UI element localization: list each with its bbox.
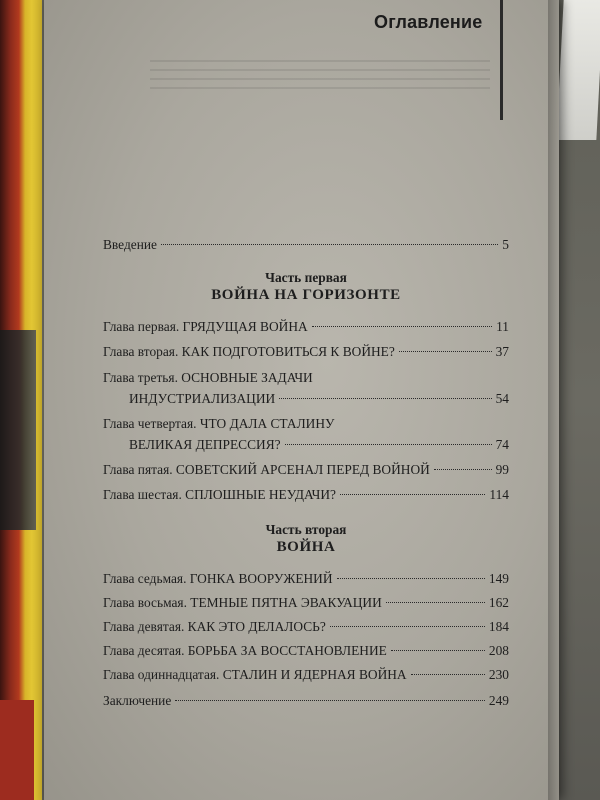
toc-entry-label: Глава четвертая. ЧТО ДАЛА СТАЛИНУ bbox=[103, 416, 335, 431]
toc-page-number: 74 bbox=[495, 437, 509, 452]
toc-entry-label: Глава вторая. КАК ПОДГОТОВИТЬСЯ К ВОЙНЕ? bbox=[103, 344, 395, 359]
toc-entry-ch1 bbox=[103, 318, 509, 335]
dot-leader bbox=[337, 578, 485, 579]
dot-leader bbox=[175, 700, 485, 701]
dot-leader bbox=[330, 626, 485, 627]
part-heading: ВОЙНА НА ГОРИЗОНТЕ bbox=[211, 287, 401, 303]
toc-entry-label: ВЕЛИКАЯ ДЕПРЕССИЯ? bbox=[129, 437, 281, 452]
toc-entry-label: Глава пятая. СОВЕТСКИЙ АРСЕНАЛ ПЕРЕД ВОЙНОЙ bbox=[103, 462, 430, 477]
toc-entry-ch4-line2 bbox=[103, 436, 509, 453]
dot-leader bbox=[399, 351, 492, 352]
toc-entry-label: Глава одиннадцатая. СТАЛИН И ЯДЕРНАЯ ВОЙНА bbox=[103, 667, 407, 682]
dot-leader bbox=[391, 650, 485, 651]
toc-entry-ch3-line2 bbox=[103, 390, 509, 407]
toc-page-number: 37 bbox=[495, 344, 509, 359]
toc-entry-label: Глава девятая. КАК ЭТО ДЕЛАЛОСЬ? bbox=[103, 619, 326, 634]
dot-leader bbox=[161, 244, 498, 245]
toc-entry-label: Заключение bbox=[103, 693, 172, 708]
header-vertical-rule bbox=[500, 0, 503, 120]
toc-entry-label: Глава восьмая. ТЕМНЫЕ ПЯТНА ЭВАКУАЦИИ bbox=[103, 595, 382, 610]
toc-entry-ch5 bbox=[103, 461, 509, 478]
toc-entry-label: Глава десятая. БОРЬБА ЗА ВОССТАНОВЛЕНИЕ bbox=[103, 643, 387, 658]
toc-entry-label: ИНДУСТРИАЛИЗАЦИИ bbox=[129, 391, 276, 406]
toc-entry-intro bbox=[103, 236, 509, 253]
toc-page-number: 249 bbox=[488, 693, 509, 708]
toc-page-number: 184 bbox=[488, 619, 509, 634]
toc-entry-ch4-line1 bbox=[103, 415, 509, 432]
dot-leader bbox=[340, 494, 485, 495]
toc-page-number: 149 bbox=[488, 571, 509, 586]
toc-entry-ch2 bbox=[103, 343, 509, 360]
toc-page-number: 162 bbox=[488, 595, 509, 610]
book-cover-dark-band bbox=[0, 330, 36, 530]
dot-leader bbox=[411, 674, 485, 675]
toc-page-number: 11 bbox=[496, 319, 509, 334]
part-title: Часть первая bbox=[265, 270, 347, 285]
page-shadow bbox=[548, 0, 562, 800]
dot-leader bbox=[279, 398, 491, 399]
toc-entry-ch6 bbox=[103, 486, 509, 503]
background-paper bbox=[556, 0, 600, 140]
book-cover-red-corner bbox=[0, 700, 34, 800]
dot-leader bbox=[386, 602, 485, 603]
toc-entry-ch8 bbox=[103, 594, 509, 611]
dot-leader bbox=[312, 326, 492, 327]
toc-page-number: 230 bbox=[488, 667, 509, 682]
bleed-through-text bbox=[150, 60, 490, 90]
page-header-title: Оглавление bbox=[374, 12, 483, 32]
toc-entry-ch3-line1 bbox=[103, 369, 509, 386]
toc-entry-conclusion bbox=[103, 692, 509, 709]
part-title: Часть вторая bbox=[265, 522, 347, 537]
toc-entry-label: Глава шестая. СПЛОШНЫЕ НЕУДАЧИ? bbox=[103, 487, 336, 502]
toc-page-number: 208 bbox=[488, 643, 509, 658]
toc-entry-label: Глава третья. ОСНОВНЫЕ ЗАДАЧИ bbox=[103, 370, 313, 385]
toc-page-number: 99 bbox=[495, 462, 509, 477]
toc-entry-ch11 bbox=[103, 666, 509, 683]
toc-entry-label: Глава первая. ГРЯДУЩАЯ ВОЙНА bbox=[103, 319, 308, 334]
toc-page-number: 114 bbox=[489, 487, 509, 502]
toc-entry-ch9 bbox=[103, 618, 509, 635]
toc-entry-label: Глава седьмая. ГОНКА ВООРУЖЕНИЙ bbox=[103, 571, 333, 586]
toc-entry-ch10 bbox=[103, 642, 509, 659]
toc-entry-ch7 bbox=[103, 570, 509, 587]
part-heading: ВОЙНА bbox=[276, 539, 336, 555]
dot-leader bbox=[285, 444, 492, 445]
toc-page-number: 54 bbox=[495, 391, 509, 406]
dot-leader bbox=[434, 469, 492, 470]
toc-entry-label: Введение bbox=[103, 237, 157, 252]
table-of-contents bbox=[103, 236, 509, 709]
toc-page-number: 5 bbox=[502, 237, 509, 252]
